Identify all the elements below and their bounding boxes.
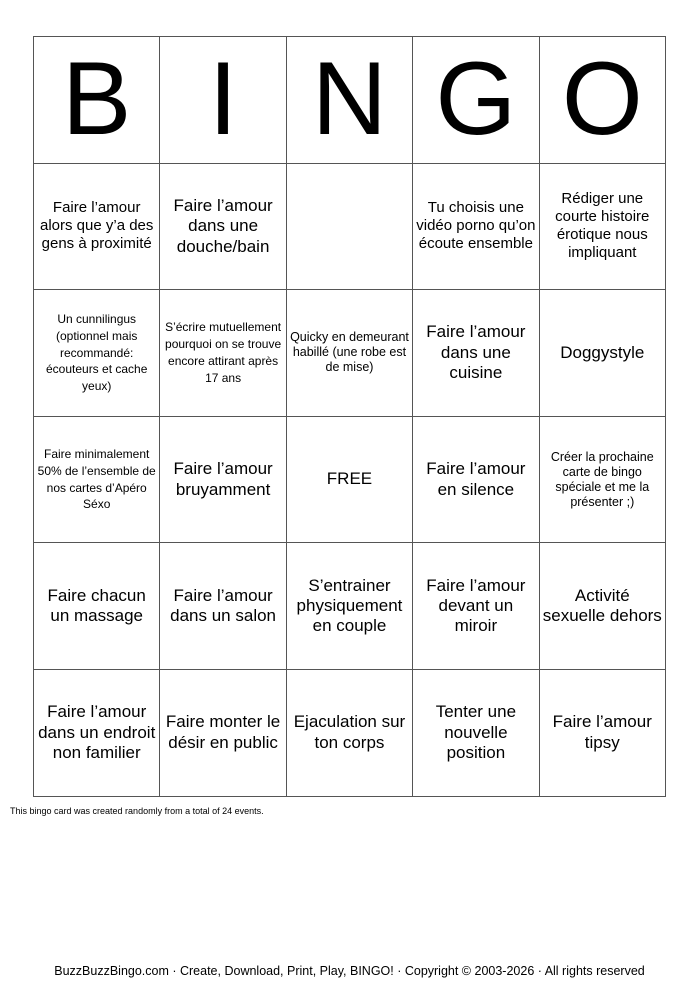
card-row [34, 543, 666, 670]
card-row [34, 416, 666, 543]
bingo-cell: Faire l’amour alors que y’a des gens à proximité [34, 163, 160, 290]
bingo-cell: Faire minimalement 50% de l’ensemble de nos cartes d’Apéro Séxo [34, 416, 160, 543]
bingo-cell: Faire chacun un massage [34, 543, 160, 670]
bingo-cell: Quicky en demeurant habillé (une robe est de mise) [286, 290, 412, 417]
bingo-cell [286, 163, 412, 290]
site-footer: BuzzBuzzBingo.com · Create, Download, Print, Play, BINGO! · Copyright © 2003-2026 · All rights reserved [54, 964, 645, 978]
bingo-cell: Faire l’amour devant un miroir [413, 543, 539, 670]
header-row [34, 37, 666, 164]
bingo-cell: Faire l’amour bruyamment [160, 416, 286, 543]
header-letter-g: G [413, 37, 539, 164]
free-space-cell: FREE [286, 416, 412, 543]
header-letter-i: I [160, 37, 286, 164]
header-letter-b: B [34, 37, 160, 164]
bingo-cell: Faire l’amour dans un salon [160, 543, 286, 670]
card-row [34, 163, 666, 290]
bingo-cell: Tu choisis une vidéo porno qu’on écoute ensemble [413, 163, 539, 290]
bingo-cell: Faire l’amour dans une douche/bain [160, 163, 286, 290]
bingo-cell: Rédiger une courte histoire érotique nous impliquant [539, 163, 665, 290]
header-letter-o: O [539, 37, 665, 164]
bingo-cell: Doggystyle [539, 290, 665, 417]
bingo-cell: Faire monter le désir en public [160, 669, 286, 796]
bingo-cell: Un cunnilingus (optionnel mais recommandé: écouteurs et cache yeux) [34, 290, 160, 417]
bingo-cell: Créer la prochaine carte de bingo spéciale et me la présenter ;) [539, 416, 665, 543]
header-letter-n: N [286, 37, 412, 164]
bingo-card [33, 36, 666, 797]
bingo-cell: Tenter une nouvelle position [413, 669, 539, 796]
bingo-cell: S’entrainer physiquement en couple [286, 543, 412, 670]
bingo-cell: Faire l’amour dans un endroit non familier [34, 669, 160, 796]
bingo-cell: Faire l’amour dans une cuisine [413, 290, 539, 417]
bingo-cell: Ejaculation sur ton corps [286, 669, 412, 796]
card-row [34, 290, 666, 417]
card-row [34, 669, 666, 796]
generation-note: This bingo card was created randomly from a total of 24 events. [10, 806, 264, 816]
bingo-cell: S’écrire mutuellement pourquoi on se trouve encore attirant après 17 ans [160, 290, 286, 417]
bingo-cell: Faire l’amour tipsy [539, 669, 665, 796]
bingo-cell: Faire l’amour en silence [413, 416, 539, 543]
bingo-cell: Activité sexuelle dehors [539, 543, 665, 670]
